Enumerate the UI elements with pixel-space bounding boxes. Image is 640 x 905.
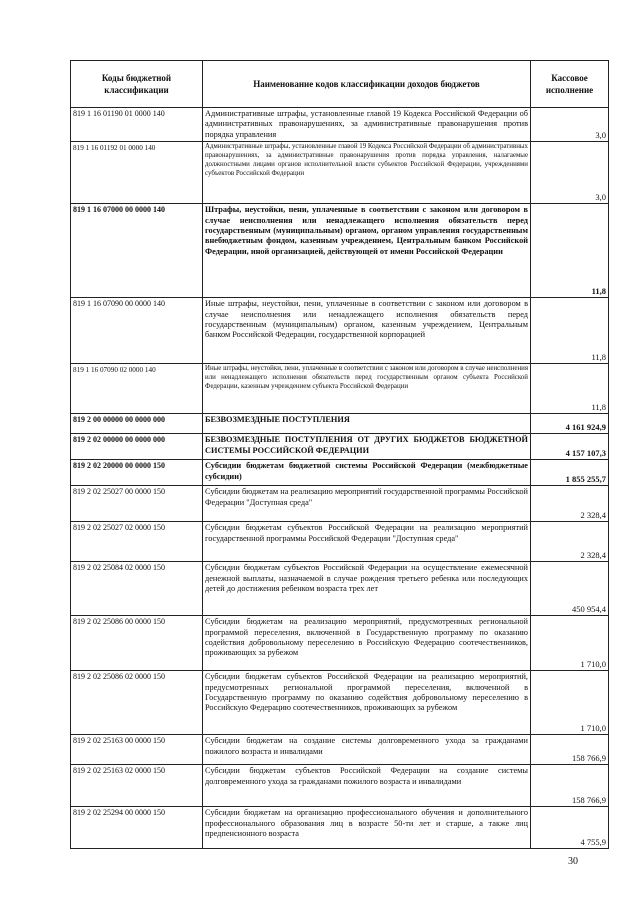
header-code: Коды бюджетной классификации [71, 61, 203, 108]
table-row [71, 735, 609, 765]
row-amount: 2 328,4 [531, 486, 609, 522]
row-code: 819 2 02 25086 00 0000 150 [71, 616, 203, 671]
table-row [71, 460, 609, 486]
row-name: Штрафы, неустойки, пени, уплаченные в соответствии с законом или договором в случае неисполнения или ненадлежащего исполнения обязательств перед государственным (муниципальным) органом, органом управления государственным внебюджетным фондом, казенным учреждением, Центральным банком Российской Федерации, иной организацией, действующей от имени Российской Федерации [203, 204, 531, 298]
row-code: 819 2 02 20000 00 0000 150 [71, 460, 203, 486]
row-amount: 1 710,0 [531, 671, 609, 735]
row-name: Субсидии бюджетам на реализацию мероприятий, предусмотренных региональной программой переселения, включенной в Государственную программу по оказанию содействия добровольному переселению в Российскую Федерацию соотечественников, проживающих за рубежом [203, 616, 531, 671]
row-name: Субсидии бюджетам на реализацию мероприятий государственной программы Российской Федерации "Доступная среда" [203, 486, 531, 522]
row-code: 819 1 16 01190 01 0000 140 [71, 108, 203, 142]
row-name: Субсидии бюджетам субъектов Российской Федерации на осуществление ежемесячной денежной выплаты, назначаемой в случае рождения третьего ребенка или последующих детей до достижения ребенком возраста трех лет [203, 562, 531, 616]
row-code: 819 1 16 01192 01 0000 140 [71, 142, 203, 204]
table-row [71, 414, 609, 434]
row-name: Иные штрафы, неустойки, пени, уплаченные в соответствии с законом или договором в случае неисполнения или ненадлежащего исполнения обязательств перед государственным (муниципальным) органом, казенным учреждением, Центральным банком Российской Федерации, государственной корпорацией [203, 298, 531, 364]
table-row [71, 204, 609, 298]
row-amount: 3,0 [531, 108, 609, 142]
table-row [71, 807, 609, 849]
row-name: Субсидии бюджетам на организацию профессионального обучения и дополнительного профессионального образования лиц в возрасте 50-ти лет и старше, а также лиц предпенсионного возраста [203, 807, 531, 849]
row-name: Административные штрафы, установленные главой 19 Кодекса Российской Федерации об административных правонарушениях, за административные правонарушения против порядка управления, налагаемые должностными лицами органов исполнительной власти субъектов Российской Федерации, учреждениями субъектов Российской Федерации [203, 142, 531, 204]
row-code: 819 2 02 25163 02 0000 150 [71, 765, 203, 807]
row-code: 819 2 02 25027 02 0000 150 [71, 522, 203, 562]
row-code: 819 2 02 25084 02 0000 150 [71, 562, 203, 616]
row-amount: 1 710,0 [531, 616, 609, 671]
row-amount: 4 161 924,9 [531, 414, 609, 434]
row-code: 819 2 02 25086 02 0000 150 [71, 671, 203, 735]
table-row [71, 434, 609, 460]
row-amount: 11,8 [531, 364, 609, 414]
page-number: 30 [568, 856, 578, 867]
row-amount: 11,8 [531, 298, 609, 364]
row-amount: 1 855 255,7 [531, 460, 609, 486]
row-code: 819 2 00 00000 00 0000 000 [71, 414, 203, 434]
row-amount: 4 755,9 [531, 807, 609, 849]
row-amount: 158 766,9 [531, 765, 609, 807]
row-name: Иные штрафы, неустойки, пени, уплаченные в соответствии с законом или договором в случае неисполнения или ненадлежащего исполнения обязательств перед государственным органом субъекта Российской Федерации, казенным учреждением субъекта Российской Федерации [203, 364, 531, 414]
row-code: 819 1 16 07090 02 0000 140 [71, 364, 203, 414]
row-amount: 2 328,4 [531, 522, 609, 562]
row-amount: 450 954,4 [531, 562, 609, 616]
header-amount: Кассовое исполнение [531, 61, 609, 108]
row-amount: 4 157 107,3 [531, 434, 609, 460]
budget-table [70, 60, 609, 849]
table-row [71, 562, 609, 616]
table-row [71, 364, 609, 414]
row-amount: 158 766,9 [531, 735, 609, 765]
row-code: 819 2 02 00000 00 0000 000 [71, 434, 203, 460]
row-name: Административные штрафы, установленные главой 19 Кодекса Российской Федерации об административных правонарушениях, за административные правонарушения против порядка управления [203, 108, 531, 142]
row-name: Субсидии бюджетам субъектов Российской Федерации на реализацию мероприятий государственной программы Российской Федерации "Доступная среда" [203, 522, 531, 562]
table-row [71, 671, 609, 735]
row-code: 819 1 16 07000 00 0000 140 [71, 204, 203, 298]
table-header [71, 61, 609, 108]
row-code: 819 2 02 25163 00 0000 150 [71, 735, 203, 765]
row-amount: 3,0 [531, 142, 609, 204]
table-row [71, 522, 609, 562]
row-name: Субсидии бюджетам на создание системы долговременного ухода за гражданами пожилого возраста и инвалидами [203, 735, 531, 765]
row-code: 819 1 16 07090 00 0000 140 [71, 298, 203, 364]
row-name: Субсидии бюджетам субъектов Российской Федерации на создание системы долговременного ухода за гражданами пожилого возраста и инвалидами [203, 765, 531, 807]
table-row [71, 298, 609, 364]
row-name: Субсидии бюджетам субъектов Российской Федерации на реализацию мероприятий, предусмотренных региональной программой переселения, включенной в Государственную программу по оказанию содействия добровольному переселению в Российскую Федерацию соотечественников, проживающих за рубежом [203, 671, 531, 735]
header-name: Наименование кодов классификации доходов бюджетов [203, 61, 531, 108]
row-code: 819 2 02 25027 00 0000 150 [71, 486, 203, 522]
table-row [71, 142, 609, 204]
table-row [71, 486, 609, 522]
row-code: 819 2 02 25294 00 0000 150 [71, 807, 203, 849]
row-amount: 11,8 [531, 204, 609, 298]
table-row [71, 765, 609, 807]
table-row [71, 616, 609, 671]
row-name: БЕЗВОЗМЕЗДНЫЕ ПОСТУПЛЕНИЯ ОТ ДРУГИХ БЮДЖЕТОВ БЮДЖЕТНОЙ СИСТЕМЫ РОССИЙСКОЙ ФЕДЕРАЦИИ [203, 434, 531, 460]
row-name: Субсидии бюджетам бюджетной системы Российской Федерации (межбюджетные субсидии) [203, 460, 531, 486]
table-row [71, 108, 609, 142]
row-name: БЕЗВОЗМЕЗДНЫЕ ПОСТУПЛЕНИЯ [203, 414, 531, 434]
